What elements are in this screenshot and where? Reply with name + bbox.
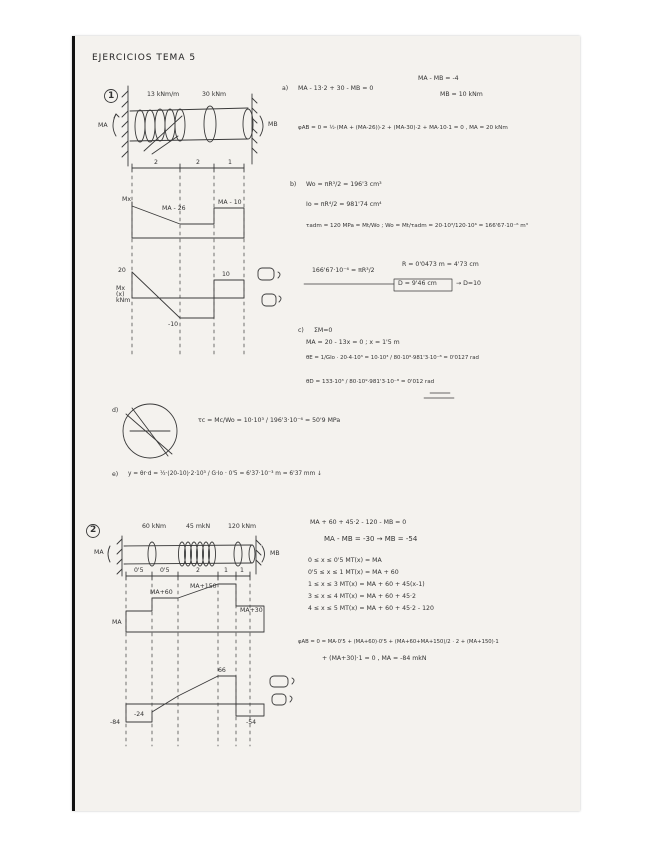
internal-torque-diagram-1 (132, 268, 281, 318)
notebook-sheet (72, 36, 580, 811)
problem-2-mb: MB (270, 550, 280, 557)
diag2-ma-plus-60: MA+60 (150, 589, 173, 596)
p1-c-eq3: θE = 1/GIo · 20·4·10³ = 10·10³ / 80·10⁹·981'3·10⁻⁸ = 0'0127 rad (306, 355, 479, 361)
problem-2-d5: 1 (240, 567, 244, 574)
p1-c-eq2: MA = 20 - 13x = 0 ; x = 1'5 m (306, 339, 400, 346)
problem-2-d3: 2 (196, 567, 200, 574)
internal-torque-diagram-2 (126, 676, 294, 722)
p1-b-eq3: τadm = 120 MPa = Mt/Wo ; Wo = Mt/τadm = 20·10³/120·10⁶ = 166'67·10⁻⁶ m³ (306, 223, 528, 229)
p2-r1: 0 ≤ x ≤ 0'5 MT(x) = MA (308, 557, 382, 564)
p1-c-eq1: ΣM=0 (314, 327, 333, 334)
p1-a-eq1c: MB = 10 kNm (440, 91, 483, 98)
diag2-ma-plus-150: MA+150 (190, 583, 217, 590)
p1-d-eq1: τc = Mc/Wo = 10·10³ / 196'3·10⁻⁶ = 50'9 MPa (198, 417, 341, 424)
diag2-v-minus54: -54 (246, 719, 257, 726)
problem-2-ma: MA (94, 549, 104, 556)
page-title: EJERCICIOS TEMA 5 (92, 53, 197, 63)
diag1-unit: Mx (x) kNm (116, 285, 131, 305)
p1-a-eq2: φAB = 0 = ½·(MA + (MA-26))·2 + (MA-30)·2 + MA·10·1 = 0 , MA = 20 kNm (298, 125, 508, 131)
diag1-ma-minus-26: MA - 26 (162, 205, 186, 212)
p1-b-eq6: D = 9'46 cm (398, 280, 437, 287)
p1-d-tag: d) (112, 407, 119, 414)
diag2-v-minus84: -84 (110, 719, 121, 726)
diag1-v20: 20 (118, 267, 126, 274)
p1-b-eq4: 166'67·10⁻⁶ = πR³/2 (312, 267, 375, 274)
diag1-v-minus10: -10 (168, 321, 179, 328)
p1-c-tag: c) (298, 327, 304, 334)
problem-2-number: 2 (90, 525, 97, 535)
problem-1-d3: 1 (228, 159, 232, 166)
problem-1-load-point: 30 kNm (202, 91, 227, 98)
problem-1-number: 1 (108, 91, 115, 101)
p1-b-eq5: R = 0'0473 m = 4'73 cm (402, 261, 479, 268)
p1-a-eq1: MA - 13·2 + 30 - MB = 0 (298, 85, 374, 92)
problem-2-d2: 0'5 (160, 567, 170, 574)
p2-r4: 3 ≤ x ≤ 4 MT(x) = MA + 60 + 45·2 (308, 593, 416, 600)
p2-r5: 4 ≤ x ≤ 5 MT(x) = MA + 60 + 45·2 - 120 (308, 605, 434, 612)
problem-1-ma: MA (98, 122, 108, 129)
problem-2-d4: 1 (224, 567, 228, 574)
diag1-ma-minus-10: MA - 10 (218, 199, 242, 206)
p1-a-tag: a) (282, 85, 289, 92)
problem-2-load2: 45 mkN (186, 523, 211, 530)
p1-b-eq2: Io = πR⁴/2 = 981'74 cm⁴ (306, 201, 382, 208)
problem-2-load1: 60 kNm (142, 523, 167, 530)
problem-1-d2: 2 (196, 159, 200, 166)
p1-e-tag: e) (112, 471, 119, 478)
diag2-v66: 66 (218, 667, 226, 674)
diag1-v10: 10 (222, 271, 230, 278)
p1-b-tag: b) (290, 181, 297, 188)
torque-diagram-1 (132, 199, 244, 238)
p2-eq4: + (MA+30)·1 = 0 , MA = -84 mkN (322, 655, 427, 662)
problem-2-d1: 0'5 (134, 567, 144, 574)
shaft-1-sketch (105, 86, 264, 172)
cross-section-sketch (123, 404, 177, 458)
p1-e-eq1: y = θr·d = ½·(20-10)·2·10³ / G·Io · 0'5 = 6'37·10⁻³ m = 6'37 mm ↓ (128, 471, 322, 477)
p2-eq2: MA - MB = -30 → MB = -54 (324, 535, 418, 543)
problem-1-d1: 2 (154, 159, 158, 166)
problem-1-mb: MB (268, 121, 278, 128)
diag2-ma-plus-30: MA+30 (240, 607, 263, 614)
p2-eq1: MA + 60 + 45·2 - 120 - MB = 0 (310, 519, 407, 526)
shaft-2-sketch (87, 525, 265, 581)
diag2-v-minus24: -24 (134, 711, 145, 718)
p2-eq3: φAB = 0 = MA·0'5 + (MA+60)·0'5 + (MA+60+MA+150)/2 · 2 + (MA+150)·1 (298, 639, 499, 645)
p1-b-eq1: Wo = πR³/2 = 196'3 cm³ (306, 181, 382, 188)
problem-1-load-dist: 13 kNm/m (147, 91, 180, 98)
diag1-mx-label: Mx (122, 196, 132, 203)
problem-2-load3: 120 kNm (228, 523, 257, 530)
p1-a-eq1b: MA - MB = -4 (418, 75, 459, 82)
p1-c-eq4: θD = 133·10³ / 80·10⁹·981'3·10⁻⁸ = 0'012 rad (306, 379, 435, 385)
p1-b-eq6b: → D=10 (456, 280, 481, 287)
p2-r3: 1 ≤ x ≤ 3 MT(x) = MA + 60 + 45(x-1) (308, 581, 425, 588)
diag2-ma: MA (112, 619, 122, 626)
p2-r2: 0'5 ≤ x ≤ 1 MT(x) = MA + 60 (308, 569, 399, 576)
